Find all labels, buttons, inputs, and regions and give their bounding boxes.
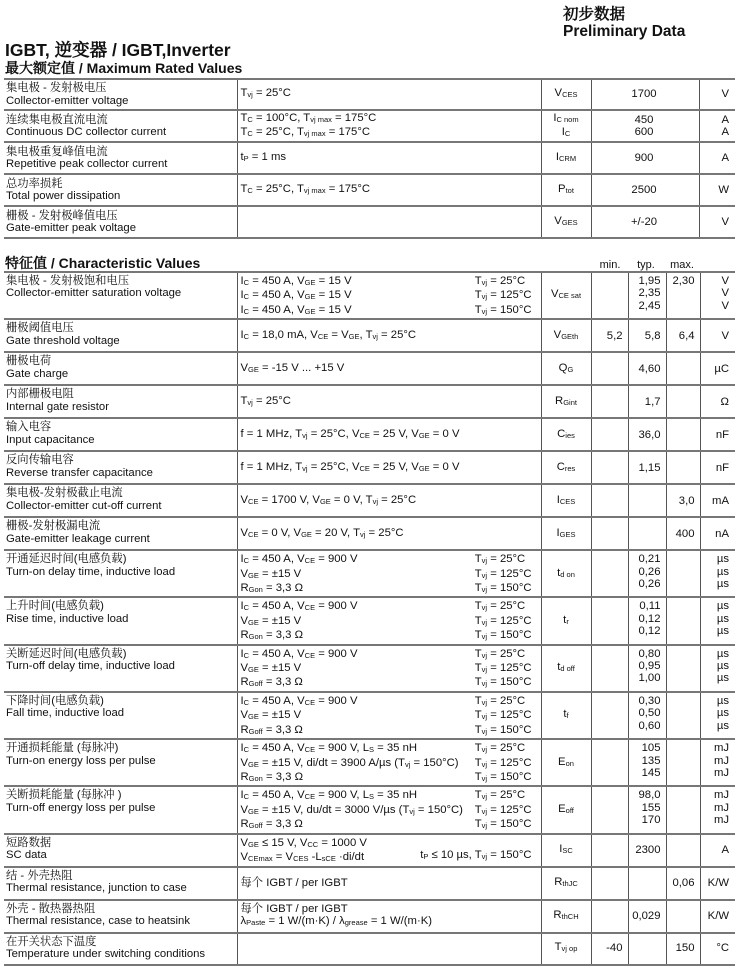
max-rated-table bbox=[4, 78, 735, 239]
param-name bbox=[4, 110, 237, 142]
unit: nF bbox=[700, 451, 735, 484]
condition: $t_P = 1$ ms bbox=[237, 142, 541, 174]
condition: $T_C = 100^\circ C$, $T_{vj max} = 175^\circ C$ $T_C = 25^\circ C$, $T_{vj max} = 175^\circ C$ bbox=[237, 110, 541, 142]
characteristic-heading: 特征值 / Characteristic Values bbox=[5, 255, 201, 271]
condition: $I_C = 450$ A, $V_{CE} = 900$ V, $L_S = 35$ nH $V_{GE} = \pm 15$ V, di/dt = 3900 A/µs $(T_{vj} = 150^\circ C)$ $R_{Gon} = 3,3$ Ω $T_{vj} = 25^\circ C$ $T_{vj} = 125^\circ C$ $T_{vj} = 150^\circ C$ bbox=[237, 739, 541, 786]
col-typ-header: typ. bbox=[637, 259, 655, 271]
param-en: Temperature under switching conditions bbox=[6, 947, 206, 960]
param-name bbox=[4, 451, 237, 484]
value-max bbox=[666, 385, 700, 418]
param-name bbox=[4, 645, 237, 692]
param-en: Gate threshold voltage bbox=[6, 334, 120, 347]
param-cn: 内部栅极电阻 bbox=[6, 388, 74, 401]
condition: f = 1 MHz, $T_{vj} = 25^\circ C$, $V_{CE} = 25$ V, $V_{GE} = 0$ V bbox=[237, 451, 541, 484]
symbol: $t_r$ bbox=[541, 597, 591, 644]
param-name bbox=[4, 739, 237, 786]
symbol: $I_{SC}$ bbox=[541, 834, 591, 867]
preliminary-en: Preliminary Data bbox=[563, 23, 686, 40]
condition: $T_C = 25^\circ C$, $T_{vj max} = 175^\circ C$ bbox=[237, 174, 541, 206]
max-rated-heading: 最大额定值 / Maximum Rated Values bbox=[5, 60, 243, 76]
characteristic-row bbox=[4, 834, 735, 867]
param-cn: 在开关状态下温度 bbox=[6, 935, 97, 948]
value-typ: 0,11 0,12 0,12 bbox=[628, 597, 666, 644]
symbol: $t_f$ bbox=[541, 692, 591, 739]
param-name bbox=[4, 352, 237, 385]
characteristic-row bbox=[4, 645, 735, 692]
param-name bbox=[4, 484, 237, 517]
characteristic-row bbox=[4, 517, 735, 550]
param-en: SC data bbox=[6, 848, 47, 861]
value-min bbox=[591, 645, 628, 692]
value-max bbox=[666, 352, 700, 385]
param-en: Input capacitance bbox=[6, 433, 95, 446]
value-max bbox=[666, 418, 700, 451]
value: 1700 bbox=[591, 79, 699, 110]
symbol: $R_{Gint}$ bbox=[541, 385, 591, 418]
value-typ: 36,0 bbox=[628, 418, 666, 451]
param-en: Turn-on delay time, inductive load bbox=[6, 565, 176, 578]
param-cn: 上升时间(电感负载) bbox=[6, 600, 104, 613]
condition: $I_C = 450$ A, $V_{CE} = 900$ V, $L_S = 35$ nH $V_{GE} = \pm 15$ V, du/dt = 3000 V/µs $(T_{vj} = 150^\circ C)$ $R_{Goff} = 3,3$ Ω $T_{vj} = 25^\circ C$ $T_{vj} = 125^\circ C$ $T_{vj} = 150^\circ C$ bbox=[237, 786, 541, 833]
unit: A bbox=[700, 834, 735, 867]
value-max: 400 bbox=[666, 517, 700, 550]
value-max bbox=[666, 786, 700, 833]
characteristic-row bbox=[4, 692, 735, 739]
param-cn: 连续集电极直流电流 bbox=[6, 113, 108, 126]
unit: W bbox=[699, 174, 735, 206]
symbol: $C_{ies}$ bbox=[541, 418, 591, 451]
value-typ: 0,029 bbox=[628, 900, 666, 933]
value-typ: 1,15 bbox=[628, 451, 666, 484]
characteristic-row bbox=[4, 272, 735, 319]
symbol: $V_{CES}$ bbox=[541, 79, 591, 110]
param-name bbox=[4, 834, 237, 867]
unit: K/W bbox=[700, 867, 735, 900]
param-en: Turn-off delay time, inductive load bbox=[6, 660, 175, 673]
symbol: $V_{GEth}$ bbox=[541, 319, 591, 352]
param-en: Continuous DC collector current bbox=[6, 126, 167, 138]
param-cn: 集电极重复峰值电流 bbox=[6, 145, 108, 158]
unit: µs µs µs bbox=[700, 597, 735, 644]
param-en: Collector-emitter cut-off current bbox=[6, 499, 162, 512]
characteristic-row bbox=[4, 786, 735, 833]
param-en: Fall time, inductive load bbox=[6, 707, 125, 720]
param-name bbox=[4, 418, 237, 451]
symbol: $V_{GES}$ bbox=[541, 206, 591, 238]
value-min bbox=[591, 352, 628, 385]
condition bbox=[237, 933, 541, 965]
characteristic-row bbox=[4, 484, 735, 517]
symbol: $Q_G$ bbox=[541, 352, 591, 385]
condition: $T_{vj} = 25^\circ C$ bbox=[237, 79, 541, 110]
param-cn: 关断损耗能量 (每脉冲 ) bbox=[6, 789, 122, 802]
value-typ: 0,21 0,26 0,26 bbox=[628, 550, 666, 597]
value-min bbox=[591, 550, 628, 597]
value-max bbox=[666, 739, 700, 786]
param-cn: 集电极 - 发射极饱和电压 bbox=[6, 275, 130, 287]
param-en: Repetitive peak collector current bbox=[6, 158, 168, 170]
param-cn: 栅极 - 发射极峰值电压 bbox=[6, 209, 118, 222]
preliminary-cn: 初步数据 bbox=[563, 6, 626, 23]
unit: A bbox=[699, 142, 735, 174]
symbol: $I_{CES}$ bbox=[541, 484, 591, 517]
param-cn: 关断延迟时间(电感负载) bbox=[6, 647, 127, 660]
condition: $V_{CE} = 1700$ V, $V_{GE} = 0$ V, $T_{vj} = 25^\circ C$ bbox=[237, 484, 541, 517]
unit: mA bbox=[700, 484, 735, 517]
max-rated-row bbox=[4, 110, 735, 142]
value-typ: 0,80 0,95 1,00 bbox=[628, 645, 666, 692]
condition bbox=[237, 206, 541, 238]
value-max: 2,30 bbox=[666, 272, 700, 319]
param-cn: 开通损耗能量 (每脉冲) bbox=[6, 742, 119, 755]
param-name bbox=[4, 692, 237, 739]
characteristic-row bbox=[4, 352, 735, 385]
param-name bbox=[4, 786, 237, 833]
characteristic-row bbox=[4, 933, 735, 965]
param-name bbox=[4, 319, 237, 352]
value-typ: 98,0 155 170 bbox=[628, 786, 666, 833]
value-min bbox=[591, 484, 628, 517]
symbol: $T_{vj op}$ bbox=[541, 933, 591, 965]
param-cn: 下降时间(电感负载) bbox=[6, 694, 104, 707]
value-typ: 105 135 145 bbox=[628, 739, 666, 786]
unit: V bbox=[700, 319, 735, 352]
value-max bbox=[666, 550, 700, 597]
param-cn: 开通延迟时间(电感负载) bbox=[6, 553, 127, 566]
param-en: Collector-emitter voltage bbox=[6, 94, 129, 107]
condition: $I_C = 450$ A, $V_{GE} = 15$ V $I_C = 450$ A, $V_{GE} = 15$ V $I_C = 450$ A, $V_{GE} = 15$ V $T_{vj} = 25^\circ C$ $T_{vj} = 125^\circ C$ $T_{vj} = 150^\circ C$ bbox=[237, 272, 541, 319]
characteristic-row bbox=[4, 867, 735, 900]
value-max bbox=[666, 834, 700, 867]
param-en: Rise time, inductive load bbox=[6, 612, 129, 625]
param-en: Gate-emitter leakage current bbox=[6, 532, 150, 545]
unit: A A bbox=[699, 110, 735, 142]
value: 2500 bbox=[591, 174, 699, 206]
characteristic-row bbox=[4, 319, 735, 352]
unit: V V V bbox=[700, 272, 735, 319]
max-rated-row bbox=[4, 206, 735, 238]
param-en: Thermal resistance, case to heatsink bbox=[6, 914, 190, 927]
unit: V bbox=[699, 206, 735, 238]
condition: $V_{GE} = -15$ V ... +15 V bbox=[237, 352, 541, 385]
unit: K/W bbox=[700, 900, 735, 933]
param-cn: 短路数据 bbox=[6, 836, 52, 849]
value-min bbox=[591, 739, 628, 786]
unit: mJ mJ mJ bbox=[700, 786, 735, 833]
param-name bbox=[4, 933, 237, 965]
symbol: $I_{GES}$ bbox=[541, 517, 591, 550]
value-typ: 5,8 bbox=[628, 319, 666, 352]
param-cn: 结 - 外壳热阻 bbox=[6, 869, 73, 882]
param-en: Thermal resistance, junction to case bbox=[6, 881, 187, 894]
param-cn: 集电极 - 发射极电压 bbox=[6, 82, 107, 95]
value-max: 3,0 bbox=[666, 484, 700, 517]
value-typ: 1,95 2,35 2,45 bbox=[628, 272, 666, 319]
preliminary-data-label bbox=[563, 6, 685, 40]
value-min bbox=[591, 385, 628, 418]
value-min bbox=[591, 834, 628, 867]
value-typ: 2300 bbox=[628, 834, 666, 867]
value-typ: 0,30 0,50 0,60 bbox=[628, 692, 666, 739]
param-cn: 集电极-发射极截止电流 bbox=[6, 487, 123, 500]
unit: µC bbox=[700, 352, 735, 385]
value-min bbox=[591, 786, 628, 833]
param-name bbox=[4, 385, 237, 418]
param-en: Turn-on energy loss per pulse bbox=[6, 754, 156, 767]
characteristic-row bbox=[4, 418, 735, 451]
value-max bbox=[666, 645, 700, 692]
characteristic-row bbox=[4, 597, 735, 644]
param-cn: 总功率损耗 bbox=[6, 177, 63, 190]
param-cn: 反向传输电容 bbox=[6, 454, 74, 467]
condition: $I_C = 450$ A, $V_{CE} = 900$ V $V_{GE} = \pm 15$ V $R_{Gon} = 3,3$ Ω $T_{vj} = 25^\circ C$ $T_{vj} = 125^\circ C$ $T_{vj} = 150^\circ C$ bbox=[237, 597, 541, 644]
value: 450 600 bbox=[591, 110, 699, 142]
value-min bbox=[591, 517, 628, 550]
value-min: 5,2 bbox=[591, 319, 628, 352]
max-rated-row bbox=[4, 142, 735, 174]
symbol: $P_{tot}$ bbox=[541, 174, 591, 206]
param-name bbox=[4, 272, 237, 319]
param-en: Turn-off energy loss per pulse bbox=[6, 801, 156, 814]
unit: µs µs µs bbox=[700, 550, 735, 597]
condition: f = 1 MHz, $T_{vj} = 25^\circ C$, $V_{CE} = 25$ V, $V_{GE} = 0$ V bbox=[237, 418, 541, 451]
value-min bbox=[591, 272, 628, 319]
param-en: Internal gate resistor bbox=[6, 400, 109, 413]
param-cn: 外壳 - 散热器热阻 bbox=[6, 902, 96, 915]
unit: µs µs µs bbox=[700, 645, 735, 692]
condition: $V_{CE} = 0$ V, $V_{GE} = 20$ V, $T_{vj} = 25^\circ C$ bbox=[237, 517, 541, 550]
value-typ: 4,60 bbox=[628, 352, 666, 385]
param-name bbox=[4, 174, 237, 206]
param-name bbox=[4, 142, 237, 174]
value-max: 6,4 bbox=[666, 319, 700, 352]
param-cn: 栅极-发射极漏电流 bbox=[6, 520, 101, 533]
value-typ bbox=[628, 933, 666, 965]
value-typ bbox=[628, 517, 666, 550]
symbol: $E_{on}$ bbox=[541, 739, 591, 786]
value-typ bbox=[628, 867, 666, 900]
param-name bbox=[4, 900, 237, 933]
unit: nA bbox=[700, 517, 735, 550]
max-rated-row bbox=[4, 79, 735, 110]
unit: V bbox=[699, 79, 735, 110]
param-en: Gate charge bbox=[6, 367, 69, 380]
condition: $I_C = 450$ A, $V_{CE} = 900$ V $V_{GE} = \pm 15$ V $R_{Goff} = 3,3$ Ω $T_{vj} = 25^\circ C$ $T_{vj} = 125^\circ C$ $T_{vj} = 150^\circ C$ bbox=[237, 645, 541, 692]
characteristic-row bbox=[4, 385, 735, 418]
value-max: 0,06 bbox=[666, 867, 700, 900]
page-title: IGBT, 逆变器 / IGBT,Inverter bbox=[5, 40, 231, 60]
value-max bbox=[666, 900, 700, 933]
value-min bbox=[591, 451, 628, 484]
param-name bbox=[4, 550, 237, 597]
condition: $I_C = 18,0$ mA, $V_{CE} = V_{GE}$, $T_{vj} = 25^\circ C$ bbox=[237, 319, 541, 352]
param-en: Reverse transfer capacitance bbox=[6, 466, 153, 479]
value-max bbox=[666, 692, 700, 739]
col-max-header: max. bbox=[670, 259, 694, 271]
param-en: Collector-emitter saturation voltage bbox=[6, 287, 182, 300]
unit: nF bbox=[700, 418, 735, 451]
param-cn: 栅极阈值电压 bbox=[6, 322, 74, 335]
condition: $T_{vj} = 25^\circ C$ bbox=[237, 385, 541, 418]
value-min bbox=[591, 900, 628, 933]
symbol: $t_{d on}$ bbox=[541, 550, 591, 597]
max-rated-row bbox=[4, 174, 735, 206]
symbol: $I_{C nom}$ $I_C$ bbox=[541, 110, 591, 142]
characteristic-table bbox=[4, 271, 735, 966]
characteristic-row bbox=[4, 739, 735, 786]
value-max: 150 bbox=[666, 933, 700, 965]
symbol: $I_{CRM}$ bbox=[541, 142, 591, 174]
condition: $V_{GE} \le 15$ V, $V_{CC} = 1000$ V $V_{CEmax} = V_{CES}$ $-L_{sCE} \cdot di/dt$ $t_P \le 10$ µs, $T_{vj} = 150^\circ C$ bbox=[237, 834, 541, 867]
param-cn: 输入电容 bbox=[6, 421, 52, 434]
value-min bbox=[591, 867, 628, 900]
value-min bbox=[591, 418, 628, 451]
symbol: $V_{CE sat}$ bbox=[541, 272, 591, 319]
value-min bbox=[591, 597, 628, 644]
condition: $I_C = 450$ A, $V_{CE} = 900$ V $V_{GE} = \pm 15$ V $R_{Gon} = 3,3$ Ω $T_{vj} = 25^\circ C$ $T_{vj} = 125^\circ C$ $T_{vj} = 150^\circ C$ bbox=[237, 550, 541, 597]
value: +/-20 bbox=[591, 206, 699, 238]
unit: Ω bbox=[700, 385, 735, 418]
param-en: Total power dissipation bbox=[6, 190, 121, 202]
param-name bbox=[4, 867, 237, 900]
value-max bbox=[666, 597, 700, 644]
param-cn: 栅极电荷 bbox=[6, 355, 52, 368]
value: 900 bbox=[591, 142, 699, 174]
param-name bbox=[4, 206, 237, 238]
symbol: $R_{thJC}$ bbox=[541, 867, 591, 900]
symbol: $R_{thCH}$ bbox=[541, 900, 591, 933]
symbol: $t_{d off}$ bbox=[541, 645, 591, 692]
characteristic-row bbox=[4, 451, 735, 484]
symbol: $C_{res}$ bbox=[541, 451, 591, 484]
characteristic-row bbox=[4, 900, 735, 933]
value-min: -40 bbox=[591, 933, 628, 965]
col-min-header: min. bbox=[599, 259, 621, 271]
symbol: $E_{off}$ bbox=[541, 786, 591, 833]
param-en: Gate-emitter peak voltage bbox=[6, 222, 136, 234]
param-name bbox=[4, 79, 237, 110]
condition: $I_C = 450$ A, $V_{CE} = 900$ V $V_{GE} = \pm 15$ V $R_{Goff} = 3,3$ Ω $T_{vj} = 25^\circ C$ $T_{vj} = 125^\circ C$ $T_{vj} = 150^\circ C$ bbox=[237, 692, 541, 739]
unit: °C bbox=[700, 933, 735, 965]
value-typ: 1,7 bbox=[628, 385, 666, 418]
condition: 每个 IGBT / per IGBT bbox=[237, 867, 541, 900]
param-name bbox=[4, 597, 237, 644]
value-typ bbox=[628, 484, 666, 517]
value-min bbox=[591, 692, 628, 739]
characteristic-row bbox=[4, 550, 735, 597]
condition: 每个 IGBT / per IGBT $\lambda_{Paste} = 1$ $W/(m\cdot K) / \lambda_{grease} = 1$ W/(m·K) bbox=[237, 900, 541, 933]
unit: µs µs µs bbox=[700, 692, 735, 739]
param-name bbox=[4, 517, 237, 550]
unit: mJ mJ mJ bbox=[700, 739, 735, 786]
value-max bbox=[666, 451, 700, 484]
